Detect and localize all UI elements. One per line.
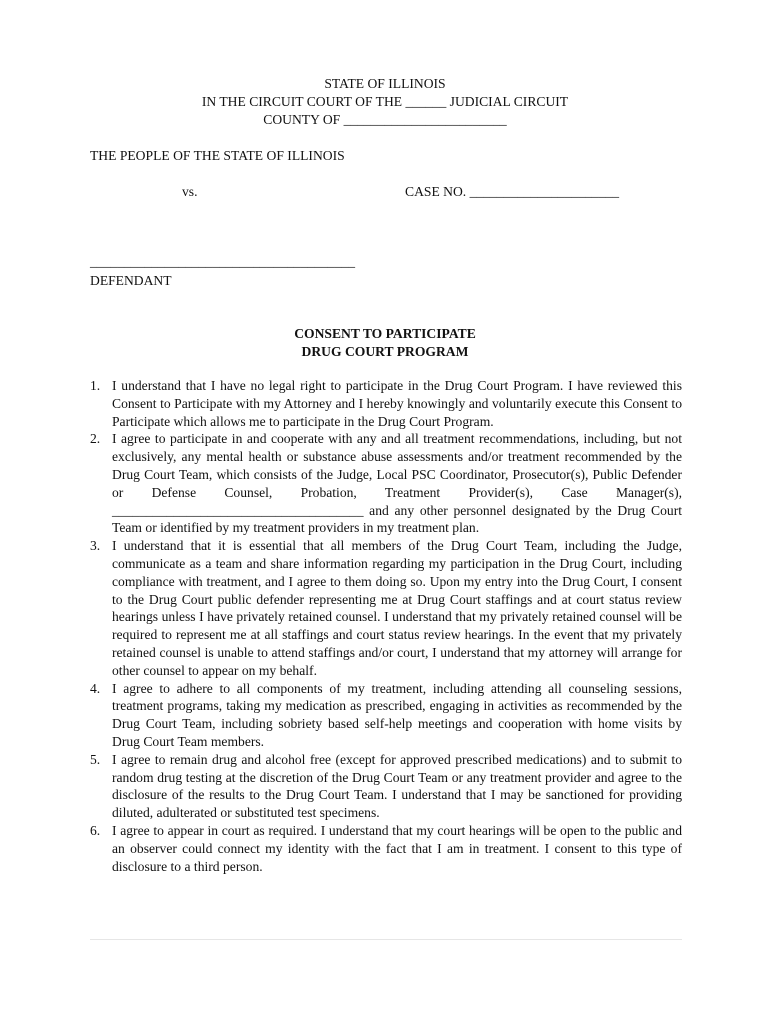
item-number: 6. [90,822,101,838]
header-state: STATE OF ILLINOIS [324,76,446,91]
header-county: COUNTY OF ________________________ [263,112,507,127]
defendant-label: DEFENDANT [90,273,172,288]
consent-item [90,377,682,430]
defendant-signature-line: _______________________________________ [90,254,356,269]
document-subtitle: DRUG COURT PROGRAM [301,344,469,359]
consent-item [90,537,682,679]
consent-item [90,680,682,751]
item-number: 5. [90,751,101,767]
item-number: 3. [90,538,101,554]
plaintiff-name: THE PEOPLE OF THE STATE OF ILLINOIS [90,148,345,163]
case-number-field: CASE NO. ______________________ [405,184,620,199]
item-number: 4. [90,680,101,696]
consent-terms-list [90,377,682,875]
item-number: 1. [90,378,101,393]
item-text: I agree to participate in and cooperate with any and all treatment recommendations, including, but not exclusively, any mental health or substance abuse assessments and/or treatment recommended by the Drug Court Team, which consists of the Judge, Local PSC Coordinator, Prosecutor(s), Public Defender or Defense Counsel, Probation, Treatment Provider(s), Case Manager(s), _____________________________________ and any other personnel designated by the Drug Court Team or identified by my treatment providers in my treatment plan. [112,431,682,536]
page-bottom-divider [90,939,682,940]
document-title: CONSENT TO PARTICIPATE [294,326,476,341]
item-text: I understand that it is essential that all members of the Drug Court Team, including the Judge, communicate as a team and share information regarding my participation in the Drug Court, including compliance with treatment, and I agree to them doing so. Upon my entry into the Drug Court, I consent to the Drug Court public defender representing me at Drug Court staffings and at court status review hearings unless I have privately retained counsel. I understand that my privately retained counsel will be required to represent me at all staffings and court status review hearings. In the event that my privately retained counsel is unable to attend staffings and/or court, I understand that my attorney will arrange for other counsel to appear on my behalf. [112,538,682,678]
item-text: I agree to adhere to all components of my treatment, including attending all counseling sessions, treatment programs, taking my medication as prescribed, engaging in activities as recommended by the Drug Court Team, including sobriety based self-help meetings and cooperation with home visits by Drug Court Team members. [112,680,682,749]
consent-item [90,430,682,537]
versus-label: vs. [182,184,198,199]
header-circuit-court: IN THE CIRCUIT COURT OF THE ______ JUDICIAL CIRCUIT [201,94,569,109]
consent-item [90,751,682,822]
item-text: I understand that I have no legal right to participate in the Drug Court Program. I have reviewed this Consent to Participate with my Attorney and I hereby knowingly and voluntarily execute this Consent to Participate which allows me to participate in the Drug Court Program. [112,378,682,429]
item-number: 2. [90,431,101,447]
item-text: I agree to remain drug and alcohol free (except for approved prescribed medications) and to submit to random drug testing at the discretion of the Drug Court Team or any treatment provider and agree to the disclosure of the results to the Drug Court Team. I understand that I may be sanctioned for providing diluted, adulterated or substituted test specimens. [112,751,682,821]
consent-item [90,822,682,875]
item-text: I agree to appear in court as required. I understand that my court hearings will be open to the public and an observer could connect my identity with the fact that I am in treatment. I consent to this type of disclosure to a third person. [112,822,682,874]
